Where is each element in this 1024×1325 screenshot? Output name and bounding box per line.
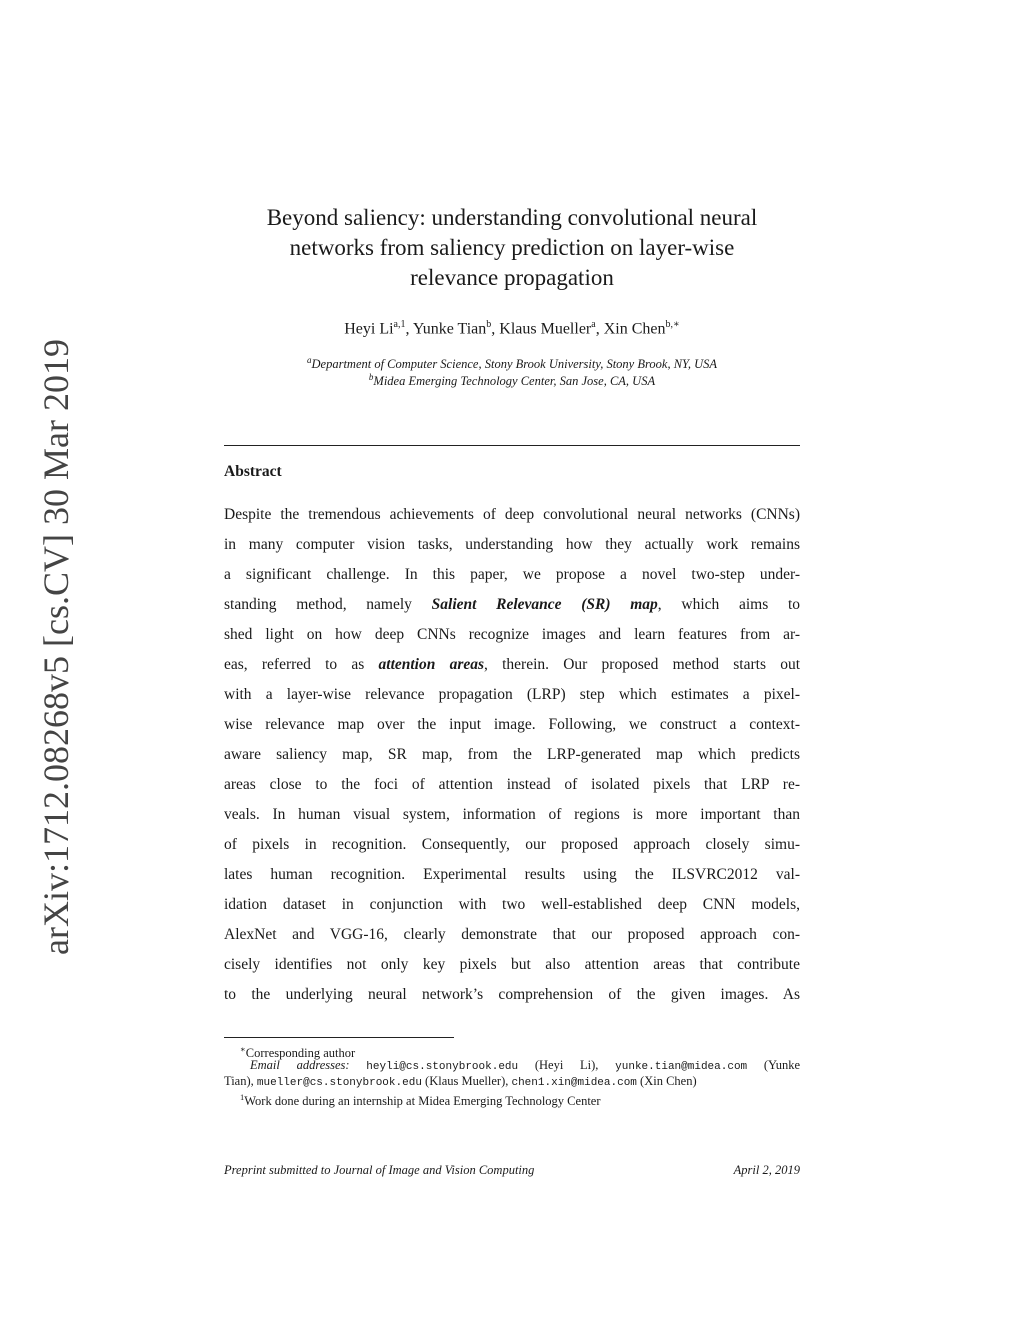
author-affil-mark: b xyxy=(486,319,492,330)
author-affil-mark: b,∗ xyxy=(665,319,680,330)
email-label: Email addresses: xyxy=(250,1058,350,1072)
abstract-text: , which aims to xyxy=(657,596,800,613)
footnote-text: Work done during an internship at Midea Emerging Technology Center xyxy=(244,1094,601,1109)
footnote-mark: ∗ xyxy=(240,1044,246,1054)
abstract-heading: Abstract xyxy=(224,463,282,480)
email-owner: (Xin Chen) xyxy=(636,1074,697,1088)
author-affil-mark: a xyxy=(591,319,596,330)
footnotes xyxy=(224,1041,800,1109)
abstract-text: Despite the tremendous achievements of deep convolutional neural networks (CNNs) xyxy=(224,506,800,523)
abstract-text: of pixels in recognition. Consequently, our proposed approach closely simu- xyxy=(224,836,800,853)
abstract-line xyxy=(224,590,800,620)
author-separator: , xyxy=(491,320,500,338)
preprint-footer xyxy=(224,1163,800,1178)
email-address[interactable]: yunke.tian@midea.com xyxy=(615,1061,748,1073)
email-address[interactable]: heyli@cs.stonybrook.edu xyxy=(366,1061,519,1073)
affiliation-a xyxy=(224,355,800,372)
abstract-line xyxy=(224,620,800,650)
author-separator: , xyxy=(405,320,413,338)
preprint-date: April 2, 2019 xyxy=(733,1163,800,1177)
abstract-text: standing method, namely xyxy=(224,596,432,613)
abstract-text: to the underlying neural network’s comprehension of the given images. As xyxy=(224,986,800,1003)
affiliation-mark: a xyxy=(307,355,312,365)
author-name: Xin Chen xyxy=(603,320,666,338)
affiliation-text: Department of Computer Science, Stony Brook University, Stony Brook, NY, USA xyxy=(311,357,717,372)
title-line: relevance propagation xyxy=(410,265,614,290)
email-owner: (Heyi Li), xyxy=(518,1058,616,1072)
author-name: Klaus Mueller xyxy=(499,320,592,338)
abstract-text: , therein. Our proposed method starts out xyxy=(484,656,800,673)
author-list xyxy=(224,319,800,338)
email-owner: (Klaus Mueller), xyxy=(421,1074,512,1088)
emphasized-term: attention areas xyxy=(378,656,485,673)
abstract-line xyxy=(224,500,800,530)
email-address[interactable]: mueller@cs.stonybrook.edu xyxy=(256,1077,422,1089)
abstract-text: a significant challenge. In this paper, we propose a novel two-step under- xyxy=(224,566,800,583)
abstract-text: veals. In human visual system, information of regions is more important than xyxy=(224,806,800,823)
abstract-text: AlexNet and VGG-16, clearly demonstrate that our proposed approach con- xyxy=(224,926,800,943)
emphasized-term: Salient Relevance (SR) map xyxy=(431,596,658,613)
email-owner: (Yunke xyxy=(747,1058,800,1072)
abstract-text: eas, referred to as xyxy=(224,656,379,673)
abstract-line xyxy=(224,830,800,860)
title-line: Beyond saliency: understanding convolutional neural xyxy=(266,205,758,230)
abstract-body xyxy=(224,500,800,1010)
abstract-text: aware saliency map, SR map, from the LRP-generated map which predicts xyxy=(224,746,800,763)
abstract-text: wise relevance map over the input image. Following, we construct a context- xyxy=(224,716,800,733)
author-name: Yunke Tian xyxy=(412,320,487,338)
abstract-line xyxy=(224,560,800,590)
email-address[interactable]: chen1.xin@midea.com xyxy=(511,1077,637,1089)
footnote-rule xyxy=(224,1037,454,1038)
abstract-line xyxy=(224,770,800,800)
preprint-note: Preprint submitted to Journal of Image and Vision Computing xyxy=(224,1163,535,1177)
paper-title xyxy=(224,203,800,293)
author-affil-mark: a,1 xyxy=(393,319,406,330)
abstract-line xyxy=(224,650,800,680)
abstract-text: idation dataset in conjunction with two well-established deep CNN models, xyxy=(224,896,800,913)
footnote-emails-continued xyxy=(224,1073,800,1089)
arxiv-identifier-stamp: arXiv:1712.08268v5 [cs.CV] 30 Mar 2019 xyxy=(36,339,76,955)
abstract-line xyxy=(224,890,800,920)
footnote-text: Corresponding author xyxy=(245,1046,356,1061)
abstract-line xyxy=(224,680,800,710)
abstract-text: lates human recognition. Experimental results using the ILSVRC2012 val- xyxy=(224,866,800,883)
affiliation-mark: b xyxy=(368,372,374,382)
abstract-top-rule xyxy=(224,445,800,446)
abstract-text: areas close to the foci of attention instead of isolated pixels that LRP re- xyxy=(224,776,800,793)
footnote-mark: 1 xyxy=(240,1092,245,1102)
abstract-line xyxy=(224,800,800,830)
footnote-work xyxy=(224,1089,800,1109)
abstract-text: cisely identifies not only key pixels but also attention areas that contribute xyxy=(224,956,800,973)
footnote-emails xyxy=(224,1057,800,1073)
abstract-line xyxy=(224,860,800,890)
abstract-line xyxy=(224,920,800,950)
abstract-line xyxy=(224,980,800,1010)
abstract-text: shed light on how deep CNNs recognize images and learn features from ar- xyxy=(224,626,800,643)
abstract-line xyxy=(224,530,800,560)
author-separator: , xyxy=(595,320,604,338)
title-line: networks from saliency prediction on layer-wise xyxy=(289,235,735,260)
abstract-line xyxy=(224,740,800,770)
abstract-line xyxy=(224,950,800,980)
author-name: Heyi Li xyxy=(344,320,394,338)
affiliation-b xyxy=(224,372,800,389)
abstract-text: in many computer vision tasks, understanding how they actually work remains xyxy=(224,536,800,553)
footnote-corresponding xyxy=(224,1041,800,1061)
affiliation-text: Midea Emerging Technology Center, San Jose, CA, USA xyxy=(373,374,656,389)
abstract-text: with a layer-wise relevance propagation (LRP) step which estimates a pixel- xyxy=(224,686,800,703)
email-owner: Tian), xyxy=(224,1074,257,1088)
abstract-line xyxy=(224,710,800,740)
